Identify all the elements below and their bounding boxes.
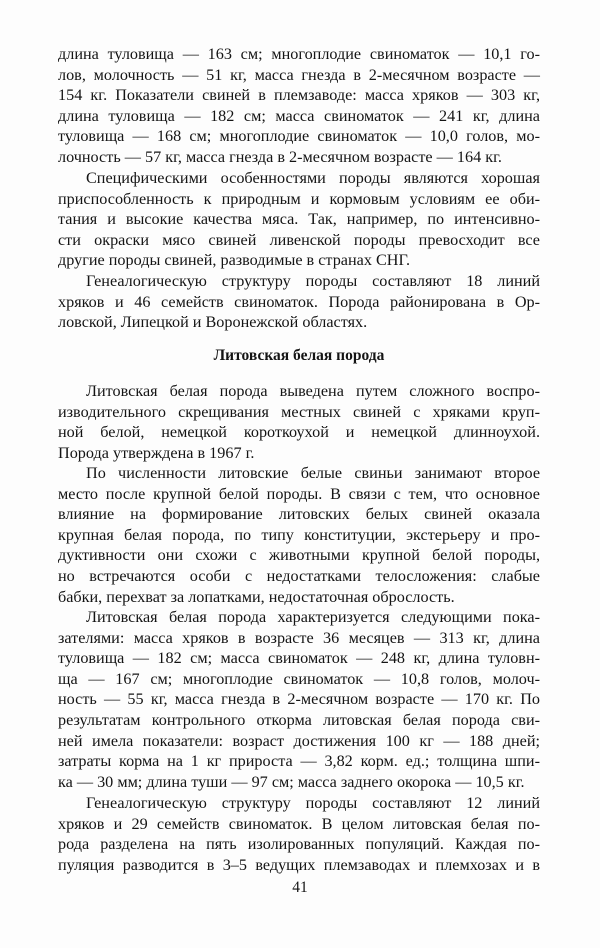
- text-line: пуляция разводится в 3–5 ведущих племзаводах и племхозах и в: [58, 855, 540, 874]
- paragraph-lithuanian-population: [58, 463, 540, 607]
- text-line: туловища — 168 см; многоплодие свиноматок — 10,0 голов, мо-: [58, 127, 540, 146]
- text-line: ной белой, немецкой короткоухой и немецкой длинноухой.: [58, 423, 540, 442]
- text-line: затраты корма на 1 кг прироста — 3,82 корм. ед.; толщина шпи-: [58, 752, 540, 771]
- text-line: тания и высокие качества мяса. Так, например, по интенсивно-: [58, 210, 540, 229]
- paragraph-livenskaya-genealogy: [58, 271, 540, 333]
- text-line: длина туловища — 163 см; многоплодие свиноматок — 10,1 го-: [58, 45, 540, 63]
- text-line: туловища — 182 см; масса свиноматок — 248 кг, длина туловн-: [58, 649, 540, 668]
- text-line: По численности литовские белые свиньи занимают второе: [86, 464, 540, 482]
- text-line: 154 кг. Показатели свиней в племзаводе: масса хряков — 303 кг,: [58, 86, 540, 105]
- text-line: хряков и 46 семейств свиноматок. Порода районирована в Ор-: [58, 292, 540, 311]
- text-line: но встречаются особи с недостатками телосложения: слабые: [58, 566, 540, 585]
- text-line: крупная белая порода, по типу конституции, экстерьеру и про-: [58, 525, 540, 544]
- text-line: другие породы свиней, разводимые в странах СНГ.: [58, 251, 411, 270]
- text-line: Литовская белая порода характеризуется следующими пока-: [86, 608, 540, 626]
- page-number: 41: [292, 879, 308, 896]
- text-line: дуктивности они схожи с животными крупной белой породы,: [58, 546, 540, 565]
- paragraph-lithuanian-indicators: [58, 607, 540, 792]
- text-line: ней имела показатели: возраст достижения 100 кг — 188 дней;: [58, 731, 540, 750]
- paragraph-lithuanian-genealogy: [58, 793, 540, 875]
- text-line: Специфическими особенностями породы являются хорошая: [86, 169, 540, 187]
- text-line: результатам контрольного откорма литовская белая порода сви-: [58, 710, 540, 729]
- text-line: влияние на формирование литовских белых свиней оказала: [58, 505, 540, 524]
- text-line: лов, молочность — 51 кг, масса гнезда в 2-месячном возрасте —: [58, 65, 540, 84]
- text-line: зателями: масса хряков в возрасте 36 месяцев — 313 кг, длина: [58, 628, 540, 647]
- text-line: ность — 55 кг, масса гнезда в 2-месячном возрасте — 170 кг. По: [58, 690, 540, 709]
- text-line: ловской, Липецкой и Воронежской областях.: [58, 313, 368, 332]
- text-line: приспособленность к природным и кормовым условиям ее оби-: [58, 189, 540, 208]
- text-line: Генеалогическую структуру породы составляют 12 линий: [86, 794, 540, 812]
- text-line: ка — 30 мм; длина туши — 97 см; масса заднего окорока — 10,5 кг.: [58, 772, 525, 791]
- text-line: хряков и 29 семейств свиноматок. В целом литовская белая по-: [58, 814, 540, 833]
- text-line: Порода утверждена в 1967 г.: [58, 443, 255, 462]
- text-line: Литовская белая порода выведена путем сложного воспро-: [86, 382, 540, 400]
- text-line: лочность — 57 кг, масса гнезда в 2-месячном возрасте — 164 кг.: [58, 147, 502, 166]
- text-line: длина туловища — 182 см; масса свиноматок — 241 кг, длина: [58, 106, 540, 125]
- text-line: изводительного скрещивания местных свиней с хряками круп-: [58, 402, 540, 421]
- text-line: бабки, перехват за лопатками, недостаточная оброслость.: [58, 587, 455, 606]
- text-line: место после крупной белой породы. В связи с тем, что основное: [58, 484, 540, 503]
- text-line: Генеалогическую структуру породы составляют 18 линий: [86, 272, 540, 290]
- paragraph-livenskaya-features: [58, 168, 540, 271]
- paragraph-livenskaya-indicators: [58, 44, 540, 168]
- text-line: ща — 167 см; многоплодие свиноматок — 10,8 голов, молоч-: [58, 669, 540, 688]
- paragraph-lithuanian-origin: [58, 381, 540, 463]
- text-line: сти окраски мясо свиней ливенской породы превосходит все: [58, 230, 540, 249]
- text-line: рода разделена на пять изолированных популяций. Каждая по-: [58, 835, 540, 854]
- section-heading: Литовская белая порода: [213, 347, 385, 364]
